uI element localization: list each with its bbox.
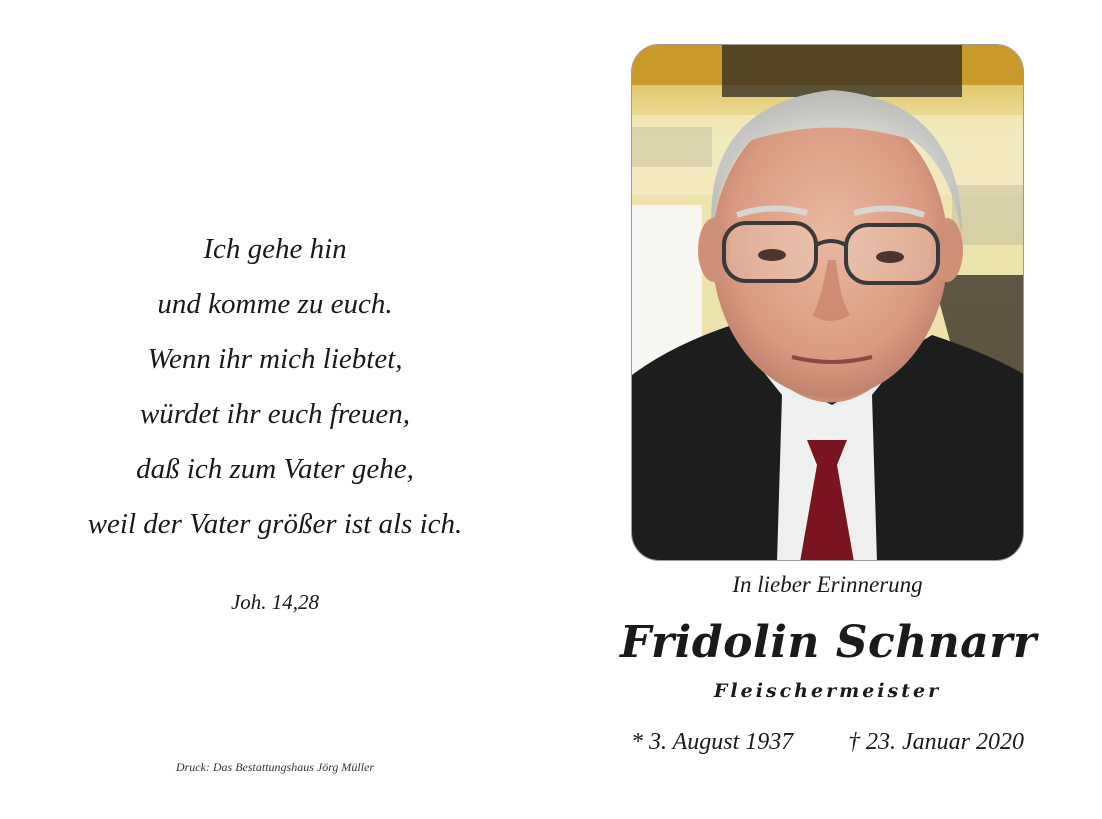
verse-line: würdet ihr euch freuen,: [139, 398, 411, 430]
death-date: † 23. Januar 2020: [848, 729, 1024, 755]
portrait-illustration: [632, 45, 1024, 561]
verse-line: Wenn ihr mich liebtet,: [147, 343, 403, 375]
verse-reference: Joh. 14,28: [230, 590, 320, 614]
verse-line: und komme zu euch.: [157, 288, 393, 320]
verse-line: weil der Vater größer ist als ich.: [87, 508, 463, 540]
verse-line: Ich gehe hin: [203, 233, 347, 265]
portrait-photo: [631, 44, 1024, 561]
birth-date: * 3. August 1937: [631, 729, 794, 755]
memorial-intro: In lieber Erinnerung: [732, 572, 923, 597]
verse-line: daß ich zum Vater gehe,: [136, 453, 414, 485]
deceased-name: Fridolin Schnarr: [620, 617, 1037, 668]
verse-panel: [0, 0, 550, 819]
bible-verse: [20, 222, 530, 552]
printer-credit: Druck: Das Bestattungshaus Jörg Müller: [175, 760, 375, 774]
life-dates: [631, 729, 1024, 756]
deceased-profession: Fleischermeister: [713, 680, 942, 702]
